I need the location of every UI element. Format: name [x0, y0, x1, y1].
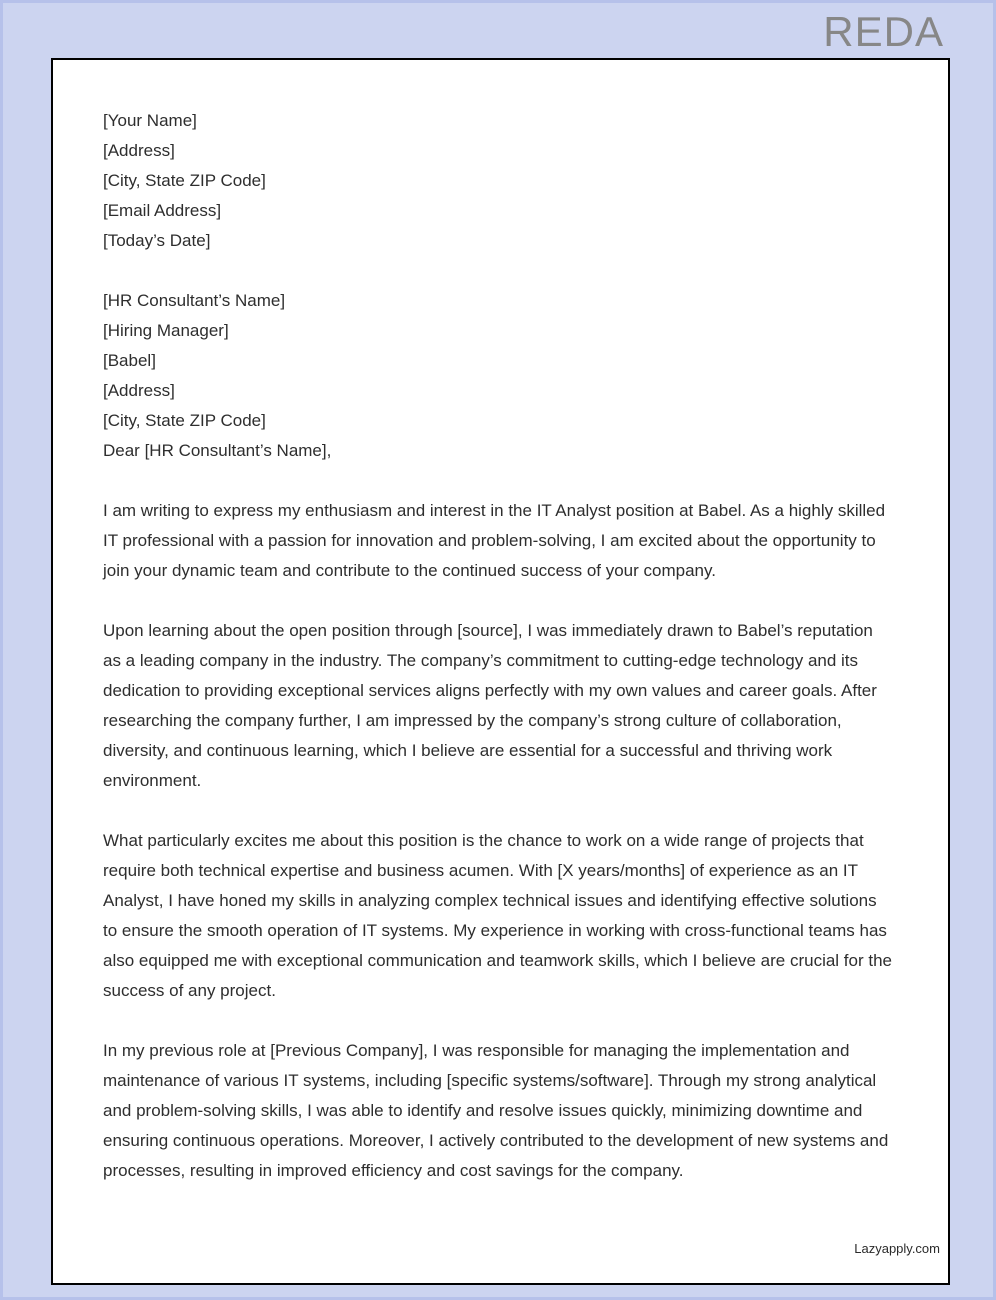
letter-paragraph-skills: What particularly excites me about this position is the chance to work on a wide range of projects that require both technical expertise and business acumen. With [X years/months] of experience as an IT Analyst, I have honed my skills in analyzing complex technical issues and identifying effective solutions to ensure the smooth operation of IT systems. My experience in working with cross-functional teams has also equipped me with exceptional communication and teamwork skills, which I believe are crucial for the success of any project. [103, 831, 892, 1000]
letter-paragraph-intro: I am writing to express my enthusiasm and interest in the IT Analyst position at Babel. As a highly skilled IT professional with a passion for innovation and problem-solving, I am excited about the opportunity to join your dynamic team and contribute to the continued success of your company. [103, 501, 886, 580]
sender-email-line: [Email Address] [103, 201, 222, 220]
sender-block [103, 106, 892, 256]
letter-content [53, 60, 948, 1196]
recipient-address-line: [Address] [103, 381, 175, 400]
sender-address-line: [Address] [103, 141, 175, 160]
salutation: Dear [HR Consultant’s Name], [103, 441, 332, 460]
sender-date-line: [Today’s Date] [103, 231, 211, 250]
footer-brand: Lazyapply.com [850, 1241, 940, 1257]
letter-page [51, 58, 950, 1285]
recipient-name-line: [HR Consultant’s Name] [103, 291, 286, 310]
recipient-company-line: [Babel] [103, 351, 156, 370]
brand-watermark: REDA [823, 8, 944, 55]
letter-paragraph-company: Upon learning about the open position through [source], I was immediately drawn to Babel’s reputation as a leading company in the industry. The company’s commitment to cutting-edge technology and its dedication to providing exceptional services aligns perfectly with my own values and career goals. After researching the company further, I am impressed by the company’s strong culture of collaboration, diversity, and continuous learning, which I believe are essential for a successful and thriving work environment. [103, 621, 877, 790]
sender-name-line: [Your Name] [103, 111, 197, 130]
sender-city-line: [City, State ZIP Code] [103, 171, 266, 190]
letter-paragraph-experience: In my previous role at [Previous Company], I was responsible for managing the implementation and maintenance of various IT systems, including [specific systems/software]. Through my strong analytical and problem-solving skills, I was able to identify and resolve issues quickly, minimizing downtime and ensuring continuous operations. Moreover, I actively contributed to the development of new systems and processes, resulting in improved efficiency and cost savings for the company. [103, 1041, 889, 1180]
recipient-title-line: [Hiring Manager] [103, 321, 229, 340]
recipient-city-line: [City, State ZIP Code] [103, 411, 266, 430]
recipient-block [103, 286, 892, 436]
